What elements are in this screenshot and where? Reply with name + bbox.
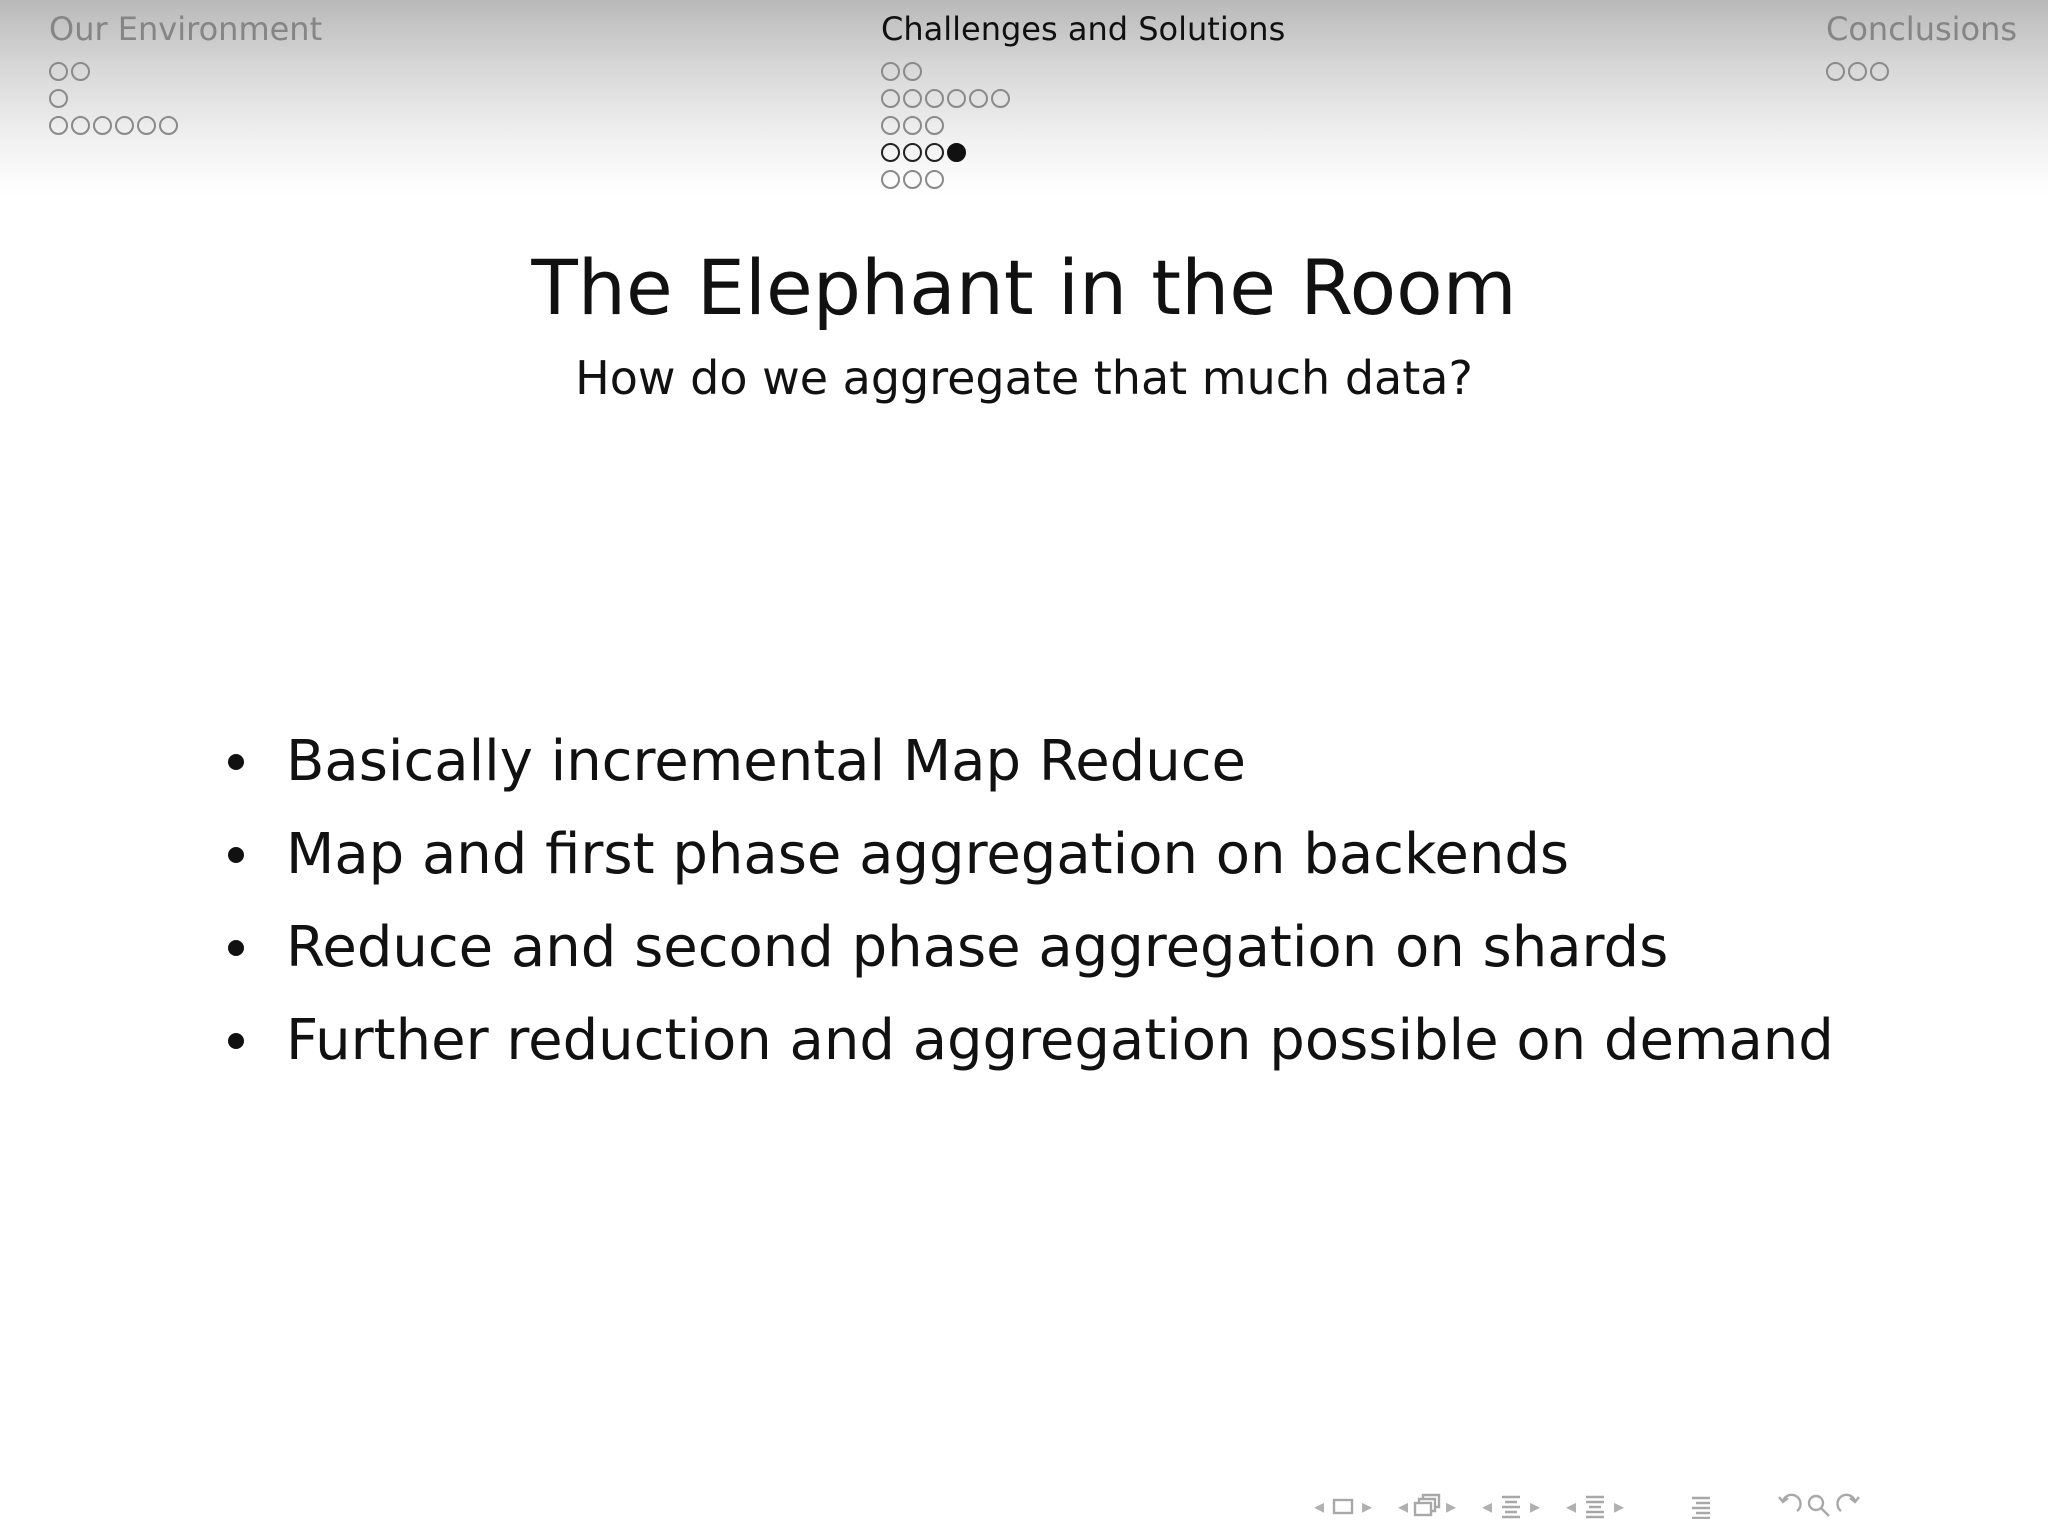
frame-dot-icon[interactable] — [1848, 62, 1867, 81]
prev-frame-button[interactable]: ◂ — [1397, 1494, 1409, 1518]
bullet-dot-icon — [228, 754, 244, 770]
section-title[interactable]: Conclusions — [1826, 10, 2018, 48]
subsection-dots — [881, 58, 1285, 193]
bullet-item — [222, 715, 1922, 808]
frame-title: The Elephant in the Room — [531, 243, 1517, 332]
subsection-dot-row — [49, 112, 322, 139]
bullet-text: Reduce and second phase aggregation on shards — [286, 915, 1669, 980]
section-icon[interactable] — [1580, 1491, 1610, 1521]
frame-dot-icon[interactable] — [991, 89, 1010, 108]
prev-subsection-button[interactable]: ◂ — [1481, 1494, 1493, 1518]
section-our-environment[interactable] — [49, 8, 322, 139]
next-section-button[interactable]: ▸ — [1613, 1494, 1625, 1518]
subsection-dot-row — [881, 85, 1285, 112]
bullet-dot-icon — [228, 1033, 244, 1049]
frame-dot-icon[interactable] — [925, 143, 944, 162]
subsection-dot-row — [1826, 58, 2017, 85]
frame-dot-icon[interactable] — [1826, 62, 1845, 81]
frame-dot-icon[interactable] — [881, 116, 900, 135]
frame-dot-icon[interactable] — [71, 116, 90, 135]
subsection-dot-row — [881, 166, 1285, 193]
navigation-header — [0, 0, 2048, 196]
forward-icon[interactable] — [1834, 1491, 1864, 1521]
frame-dot-icon[interactable] — [93, 116, 112, 135]
frame-dot-icon[interactable] — [903, 116, 922, 135]
frame-dot-icon[interactable] — [49, 89, 68, 108]
section-conclusions[interactable] — [1826, 8, 2017, 85]
frame-dot-icon[interactable] — [947, 89, 966, 108]
subsection-dots — [1826, 58, 2017, 85]
frame-dot-icon[interactable] — [881, 62, 900, 81]
bullet-text: Basically incremental Map Reduce — [286, 729, 1246, 794]
frame-dot-icon[interactable] — [71, 62, 90, 81]
frame-dot-icon[interactable] — [49, 116, 68, 135]
search-nav-group — [1774, 1491, 1864, 1521]
subsection-dot-row — [49, 58, 322, 85]
next-subsection-button[interactable]: ▸ — [1529, 1494, 1541, 1518]
search-icon[interactable] — [1804, 1491, 1834, 1521]
subsection-dots — [49, 58, 322, 139]
prev-slide-button[interactable]: ◂ — [1313, 1494, 1325, 1518]
frame-icon[interactable] — [1412, 1491, 1442, 1521]
bullet-item — [222, 901, 1922, 994]
subsection-dot-row — [881, 58, 1285, 85]
frame-dot-icon[interactable] — [115, 116, 134, 135]
prev-section-button[interactable]: ◂ — [1565, 1494, 1577, 1518]
section-title[interactable]: Challenges and Solutions — [881, 10, 1286, 48]
slide-nav-group — [1310, 1491, 1376, 1521]
beamer-navigation-bar — [1310, 1488, 2030, 1524]
subsection-dot-row — [881, 112, 1285, 139]
slide-icon[interactable] — [1328, 1491, 1358, 1521]
bullet-list — [222, 715, 1922, 1087]
frame-subtitle: How do we aggregate that much data? — [575, 351, 1473, 405]
frame-dot-icon[interactable] — [925, 89, 944, 108]
current-frame-dot-icon[interactable] — [947, 143, 966, 162]
bullet-text: Further reduction and aggregation possible on demand — [286, 1008, 1834, 1073]
section-nav-group — [1562, 1491, 1628, 1521]
frame-dot-icon[interactable] — [49, 62, 68, 81]
frame-dot-icon[interactable] — [159, 116, 178, 135]
bullet-dot-icon — [228, 847, 244, 863]
subsection-nav-group — [1478, 1491, 1544, 1521]
bullet-text: Map and first phase aggregation on backends — [286, 822, 1570, 887]
frame-dot-icon[interactable] — [1870, 62, 1889, 81]
frame-dot-icon[interactable] — [903, 89, 922, 108]
frame-dot-icon[interactable] — [925, 170, 944, 189]
frame-dot-icon[interactable] — [137, 116, 156, 135]
subsection-dot-row — [881, 139, 1285, 166]
frame-dot-icon[interactable] — [903, 143, 922, 162]
toc-nav-group — [1686, 1491, 1716, 1521]
frame-nav-group — [1394, 1491, 1460, 1521]
subsection-dot-row — [49, 85, 322, 112]
next-frame-button[interactable]: ▸ — [1445, 1494, 1457, 1518]
frame-dot-icon[interactable] — [881, 89, 900, 108]
frame-dot-icon[interactable] — [903, 170, 922, 189]
frame-dot-icon[interactable] — [881, 170, 900, 189]
section-title[interactable]: Our Environment — [49, 10, 323, 48]
frame-dot-icon[interactable] — [925, 116, 944, 135]
frame-dot-icon[interactable] — [881, 143, 900, 162]
bullet-item — [222, 808, 1922, 901]
frame-dot-icon[interactable] — [903, 62, 922, 81]
bullet-dot-icon — [228, 940, 244, 956]
back-icon[interactable] — [1774, 1491, 1804, 1521]
frame-dot-icon[interactable] — [969, 89, 988, 108]
section-challenges-and-solutions[interactable] — [881, 8, 1285, 193]
subsection-icon[interactable] — [1496, 1491, 1526, 1521]
next-slide-button[interactable]: ▸ — [1361, 1494, 1373, 1518]
bullet-item — [222, 994, 1922, 1087]
toc-icon[interactable] — [1686, 1491, 1716, 1521]
